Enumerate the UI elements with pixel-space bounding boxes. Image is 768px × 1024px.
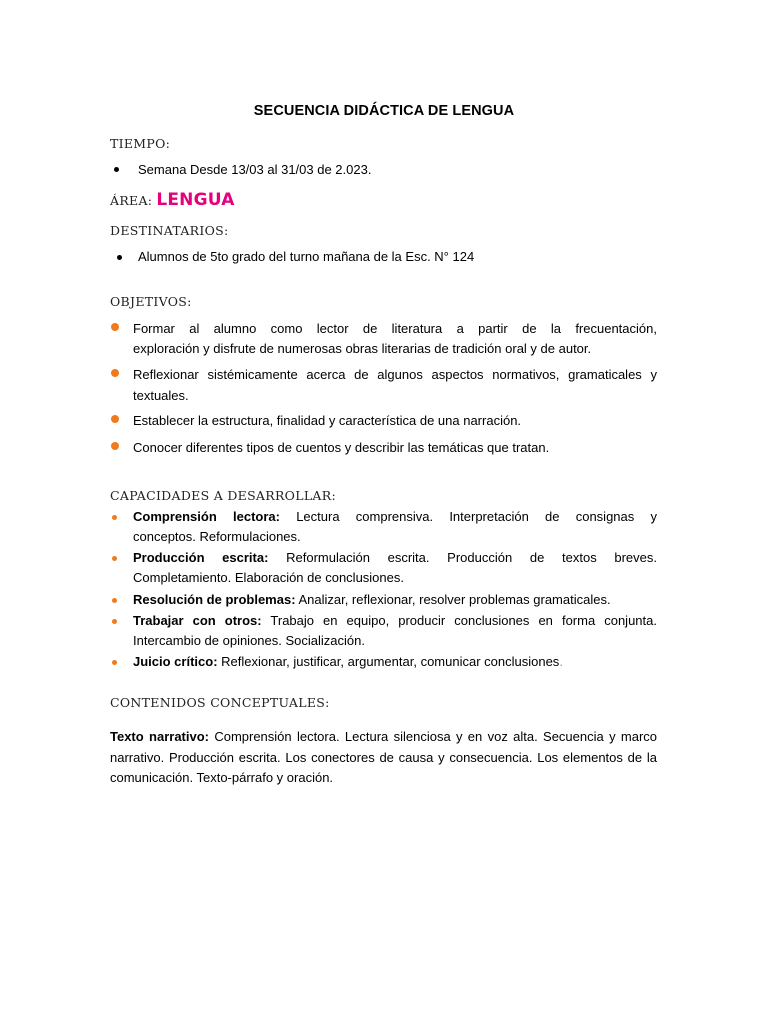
objetivo-item-line: Reflexionar sistémicamente acerca de algunos aspectos normativos, gramaticales y bbox=[133, 367, 657, 382]
capacidad-item-line bbox=[133, 590, 657, 611]
objetivos-heading: OBJETIVOS: bbox=[110, 294, 192, 309]
orange-bullet-icon bbox=[112, 619, 117, 624]
orange-bullet-icon bbox=[111, 323, 119, 331]
capacidades-heading: CAPACIDADES A DESARROLLAR: bbox=[110, 488, 336, 503]
capacidad-label: Trabajar con otros: bbox=[133, 613, 262, 628]
destinatarios-heading: DESTINATARIOS: bbox=[110, 223, 229, 238]
capacidad-item-line bbox=[133, 548, 657, 569]
objetivo-item-line: Formar al alumno como lector de literatura a partir de la frecuentación, bbox=[133, 321, 657, 336]
capacidad-label: Comprensión lectora: bbox=[133, 509, 280, 524]
document-title: SECUENCIA DIDÁCTICA DE LENGUA bbox=[253, 103, 515, 119]
capacidad-item-line bbox=[133, 611, 657, 632]
capacidad-trail: . bbox=[559, 654, 563, 669]
objetivo-item-line: exploración y disfrute de numerosas obras literarias de tradición oral y de autor. bbox=[133, 341, 592, 356]
capacidad-item-line bbox=[133, 652, 657, 673]
objetivo-item-line: Conocer diferentes tipos de cuentos y describir las temáticas que tratan. bbox=[133, 440, 550, 455]
capacidad-item-line: Completamiento. Elaboración de conclusiones. bbox=[133, 570, 404, 585]
orange-bullet-icon bbox=[111, 442, 119, 450]
capacidad-text: Lectura comprensiva. Interpretación de consignas y bbox=[279, 509, 657, 524]
area-value: LENGUA bbox=[156, 190, 235, 210]
contenidos-label: Texto narrativo: bbox=[110, 729, 209, 744]
orange-bullet-icon bbox=[112, 515, 117, 520]
bullet-icon bbox=[117, 255, 122, 260]
contenidos-heading: CONTENIDOS CONCEPTUALES: bbox=[110, 695, 330, 710]
bullet-icon bbox=[114, 167, 119, 172]
capacidad-label: Producción escrita: bbox=[133, 550, 269, 565]
destinatarios-item: Alumnos de 5to grado del turno mañana de la Esc. N° 124 bbox=[138, 249, 475, 264]
tiempo-item: Semana Desde 13/03 al 31/03 de 2.023. bbox=[138, 162, 372, 177]
contenidos-text: Comprensión lectora. Lectura silenciosa y en voz alta. Secuencia y marco narrativo. Producción escrita. Los conectores de causa y consecuencia. Los elementos de la comunicación. Texto-párrafo y oración. bbox=[110, 729, 658, 785]
capacidad-text: Reflexionar, justificar, argumentar, comunicar conclusiones bbox=[217, 654, 560, 669]
objetivo-item-line: Establecer la estructura, finalidad y característica de una narración. bbox=[133, 413, 522, 428]
orange-bullet-icon bbox=[112, 598, 117, 603]
orange-bullet-icon bbox=[111, 369, 119, 377]
area-heading-label: ÁREA: bbox=[110, 193, 153, 208]
capacidad-item-line: Intercambio de opiniones. Socialización. bbox=[133, 633, 365, 648]
orange-bullet-icon bbox=[112, 660, 117, 665]
area-heading bbox=[110, 190, 235, 210]
capacidad-label: Juicio crítico: bbox=[133, 654, 218, 669]
capacidad-text: Analizar, reflexionar, resolver problemas gramaticales. bbox=[295, 592, 611, 607]
orange-bullet-icon bbox=[111, 415, 119, 423]
capacidad-text: Trabajo en equipo, producir conclusiones en forma conjunta. bbox=[261, 613, 657, 628]
capacidad-label: Resolución de problemas: bbox=[133, 592, 296, 607]
capacidad-text: Reformulación escrita. Producción de textos breves. bbox=[268, 550, 657, 565]
capacidad-item-line: conceptos. Reformulaciones. bbox=[133, 529, 301, 544]
tiempo-heading: TIEMPO: bbox=[110, 136, 171, 151]
orange-bullet-icon bbox=[112, 556, 117, 561]
contenidos-paragraph bbox=[110, 727, 657, 789]
objetivo-item-line: textuales. bbox=[133, 388, 189, 403]
capacidad-item-line bbox=[133, 507, 657, 528]
